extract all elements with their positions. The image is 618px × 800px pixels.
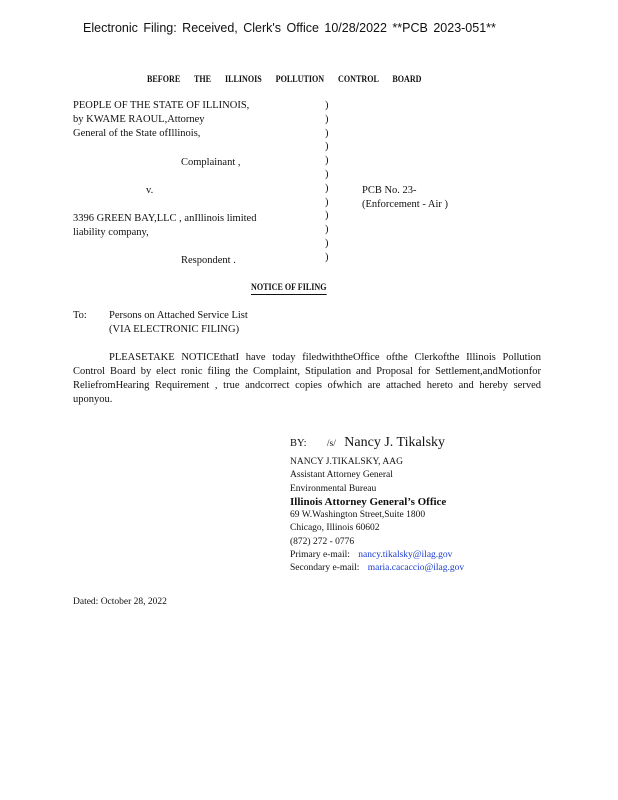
notice-title: NOTICE OF FILING (251, 283, 327, 293)
signature-name: Nancy J. Tikalsky (344, 435, 446, 450)
address-line: 69 W.Washington Street,Suite 1800 (290, 510, 426, 521)
phone: (872) 272 - 0776 (290, 536, 355, 547)
to-line: Persons on Attached Service List (109, 310, 248, 321)
board-title: BEFORE THE ILLINOIS POLLUTION CONTROL BOARD (147, 75, 422, 85)
plaintiff-line: by KWAME RAOUL,Attorney (73, 114, 205, 125)
attorney-name: NANCY J.TIKALSKY, AAG (290, 457, 403, 467)
s-mark: /s/ (326, 439, 336, 449)
paren: ) (325, 210, 329, 222)
primary-email-label: Primary e-mail: (290, 550, 350, 561)
complainant-label: Complainant , (181, 157, 241, 168)
by-label: BY: (290, 438, 307, 449)
respondent-line: 3396 GREEN BAY,LLC , anIllinois limited (73, 213, 257, 224)
to-line: (VIA ELECTRONIC FILING) (109, 324, 240, 335)
respondent-label: Respondent . (181, 255, 236, 266)
bureau-name: Environmental Bureau (290, 483, 377, 494)
primary-email-link[interactable]: nancy.tikalsky@ilag.gov (358, 550, 453, 561)
paren: ) (325, 113, 329, 125)
paren: ) (325, 141, 329, 153)
dated-line: Dated: October 28, 2022 (73, 597, 167, 607)
paren: ) (325, 155, 329, 167)
filing-stamp: Electronic Filing: Received, Clerk's Office 10/28/2022 **PCB 2023-051** (83, 21, 496, 35)
paren: ) (325, 100, 329, 111)
secondary-email-row (290, 562, 464, 575)
attorney-title: Assistant Attorney General (290, 470, 393, 481)
versus-label: v. (146, 185, 154, 196)
paren: ) (325, 168, 329, 180)
paren: ) (325, 127, 329, 139)
to-recipients (109, 309, 248, 337)
respondent-line: liability company, (73, 227, 149, 238)
plaintiff-line: PEOPLE OF THE STATE OF ILLINOIS, (73, 100, 250, 111)
notice-body: PLEASETAKE NOTICEthatI have today filedwiththeOffice ofthe Clerkofthe Illinois Pollution Control Board by elect ronic filing the Complaint, Stipulation and Proposal for Settlement,andMotionfor ReliefromHearing Requirement , true andcorrect copies ofwhich are attached hereto and hereby served uponyou. (73, 352, 541, 405)
pcb-number: PCB No. 23- (362, 185, 417, 196)
paren: ) (325, 182, 329, 194)
to-label: To: (73, 310, 87, 321)
secondary-email-label: Secondary e-mail: (290, 563, 360, 574)
signature-details (290, 456, 464, 576)
enforcement-type: (Enforcement - Air ) (362, 199, 449, 210)
signature-line (290, 436, 445, 451)
address-line: Chicago, Illinois 60602 (290, 523, 380, 534)
plaintiff-line: General of the State ofIllinois, (73, 128, 201, 139)
plaintiff-block (73, 99, 249, 141)
paren: ) (325, 251, 329, 263)
office-name: Illinois Attorney General’s Office (290, 495, 447, 508)
paren: ) (325, 196, 329, 208)
primary-email-row (290, 549, 464, 562)
respondent-block (73, 212, 256, 240)
caption-parens (325, 99, 329, 265)
paren: ) (325, 237, 329, 249)
secondary-email-link[interactable]: maria.cacaccio@ilag.gov (367, 563, 465, 574)
paren: ) (325, 224, 329, 236)
